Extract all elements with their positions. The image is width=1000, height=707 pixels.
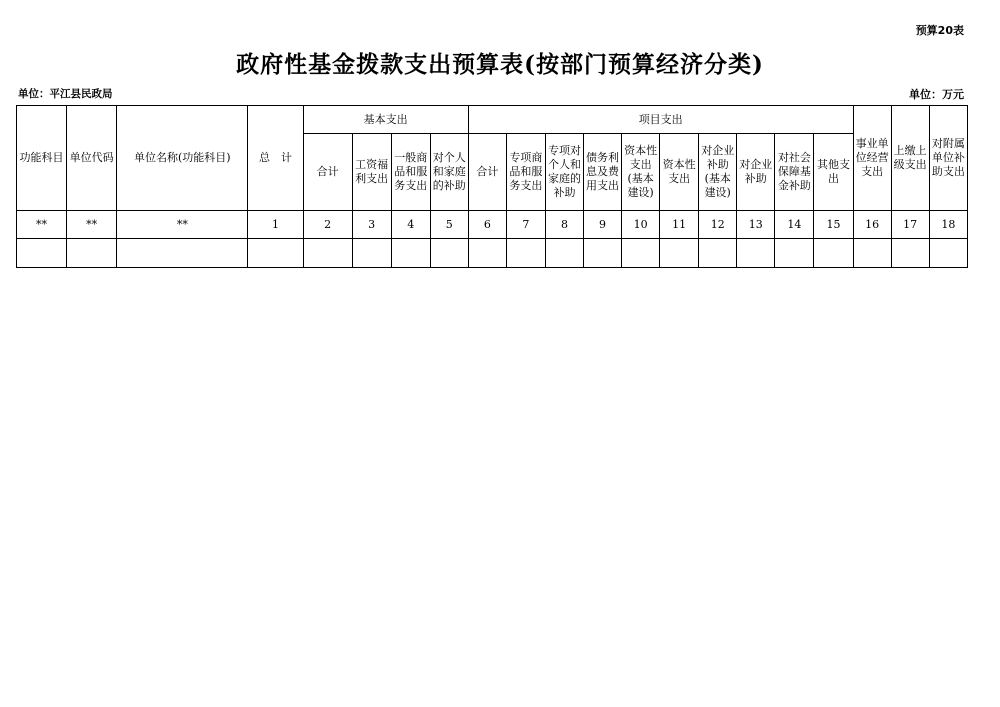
table-cell: 1 (248, 211, 303, 239)
table-cell-empty (929, 239, 967, 268)
header-project-enterprise-construction: 对企业补助(基本建设) (699, 134, 737, 211)
table-cell: 9 (584, 211, 622, 239)
table-cell: 10 (622, 211, 660, 239)
table-cell: 5 (430, 211, 468, 239)
header-total: 总 计 (248, 106, 303, 211)
header-project-goods-services: 专项商品和服务支出 (506, 134, 545, 211)
header-affiliate-subsidy: 对附属单位补助支出 (929, 106, 967, 211)
table-cell-empty (660, 239, 699, 268)
reporting-unit: 单位：平江县民政局 (18, 88, 113, 100)
table-cell-empty (248, 239, 303, 268)
table-cell: 14 (775, 211, 814, 239)
table-cell-empty (814, 239, 853, 268)
table-cell-empty (622, 239, 660, 268)
table-cell: 3 (352, 211, 391, 239)
table-cell-empty (584, 239, 622, 268)
table-row-empty (17, 239, 968, 268)
table-cell: 12 (699, 211, 737, 239)
header-basic-goods-services: 一般商品和服务支出 (391, 134, 430, 211)
header-basic-household-subsidy: 对个人和家庭的补助 (430, 134, 468, 211)
table-cell: 11 (660, 211, 699, 239)
table-cell: ** (117, 211, 248, 239)
table-cell: 17 (891, 211, 929, 239)
header-project-household-subsidy: 专项对个人和家庭的补助 (545, 134, 583, 211)
currency-unit: 单位：万元 (909, 88, 964, 101)
header-enterprise-ops: 事业单位经营支出 (853, 106, 891, 211)
table-cell-empty (775, 239, 814, 268)
form-number: 预算20表 (915, 24, 964, 37)
table-cell-empty (699, 239, 737, 268)
header-project-debt-interest: 债务利息及费用支出 (584, 134, 622, 211)
table-cell-empty (67, 239, 117, 268)
table-cell: 4 (391, 211, 430, 239)
table-cell-empty (506, 239, 545, 268)
table-cell: 7 (506, 211, 545, 239)
header-basic-wages: 工资福利支出 (352, 134, 391, 211)
table-cell: ** (67, 211, 117, 239)
header-basic-expenditure: 基本支出 (303, 106, 468, 134)
header-project-other: 其他支出 (814, 134, 853, 211)
header-unit-name: 单位名称(功能科目) (117, 106, 248, 211)
table-cell-empty (391, 239, 430, 268)
table-cell: 2 (303, 211, 352, 239)
header-project-social-security: 对社会保障基金补助 (775, 134, 814, 211)
table-cell: 15 (814, 211, 853, 239)
header-func-subject: 功能科目 (17, 106, 67, 211)
table-cell: 16 (853, 211, 891, 239)
table-cell-empty (545, 239, 583, 268)
table-cell: 8 (545, 211, 583, 239)
budget-table (16, 105, 968, 268)
table-cell-empty (853, 239, 891, 268)
table-cell-empty (891, 239, 929, 268)
table-cell: 18 (929, 211, 967, 239)
table-cell-empty (17, 239, 67, 268)
header-project-capital-construction: 资本性支出(基本建设) (622, 134, 660, 211)
column-number-row (17, 211, 968, 239)
table-cell-empty (117, 239, 248, 268)
table-cell-empty (303, 239, 352, 268)
header-upper-payment: 上缴上级支出 (891, 106, 929, 211)
table-cell-empty (352, 239, 391, 268)
header-project-total: 合计 (468, 134, 506, 211)
table-cell-empty (430, 239, 468, 268)
header-basic-total: 合计 (303, 134, 352, 211)
table-cell: ** (17, 211, 67, 239)
table-cell-empty (737, 239, 775, 268)
header-unit-code: 单位代码 (67, 106, 117, 211)
header-project-expenditure: 项目支出 (468, 106, 853, 134)
header-project-capital: 资本性支出 (660, 134, 699, 211)
table-cell-empty (468, 239, 506, 268)
table-cell: 6 (468, 211, 506, 239)
table-cell: 13 (737, 211, 775, 239)
page-title: 政府性基金拨款支出预算表(按部门预算经济分类) (236, 51, 764, 78)
header-project-enterprise-subsidy: 对企业补助 (737, 134, 775, 211)
